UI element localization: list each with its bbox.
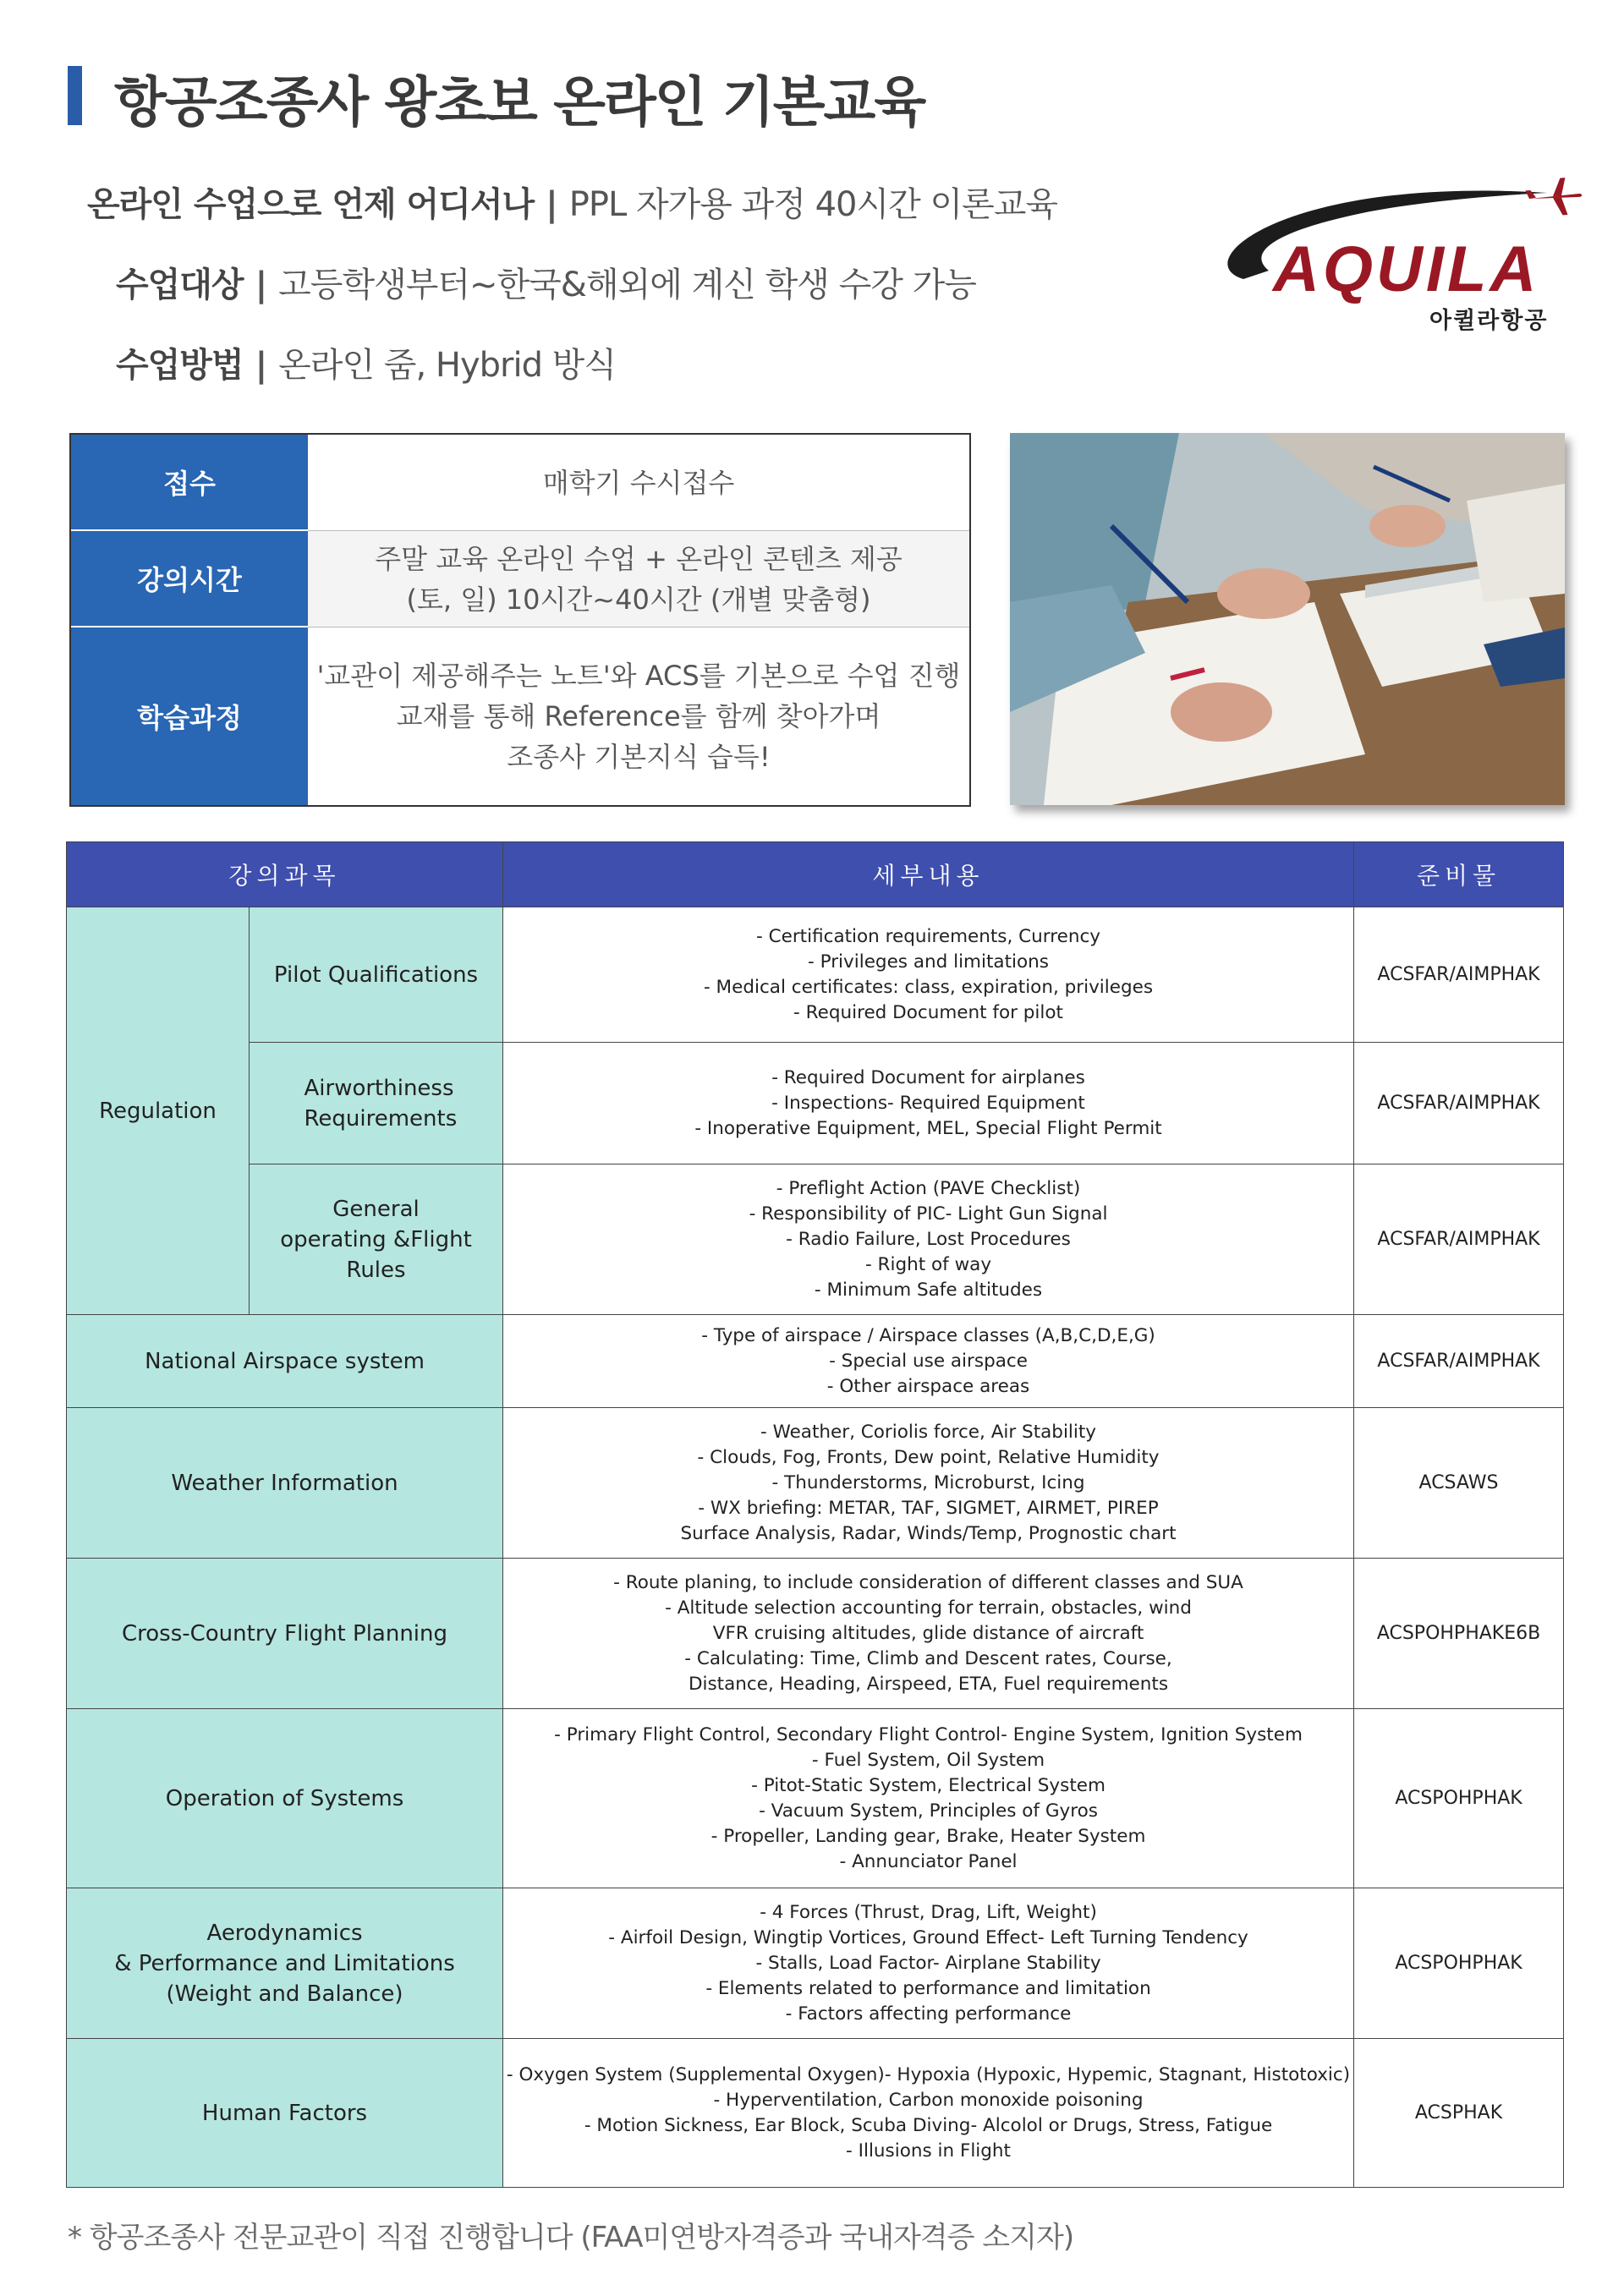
detail-line: - Required Document for pilot bbox=[793, 1001, 1063, 1023]
subject-details bbox=[503, 1164, 1354, 1315]
detail-line: - Elements related to performance and limitation bbox=[705, 1977, 1151, 1999]
table-row bbox=[67, 1709, 1564, 1888]
subject-details bbox=[503, 2039, 1354, 2188]
info-table bbox=[69, 433, 971, 807]
detail-line: - Other airspace areas bbox=[826, 1375, 1030, 1397]
detail-line: - Primary Flight Control, Secondary Flight Control- Engine System, Ignition System bbox=[554, 1723, 1303, 1745]
detail-line: - Special use airspace bbox=[829, 1350, 1028, 1372]
detail-line: - Illusions in Flight bbox=[846, 2140, 1011, 2162]
course-table-header bbox=[67, 842, 1564, 907]
detail-line: - Propeller, Landing gear, Brake, Heater System bbox=[710, 1825, 1146, 1847]
detail-line: - Type of airspace / Airspace classes (A,B,C,D,E,G) bbox=[701, 1324, 1155, 1346]
separator: | bbox=[546, 185, 557, 224]
info-line-method bbox=[116, 338, 616, 386]
category-regulation: Regulation bbox=[67, 907, 250, 1315]
info-row-label: 강의시간 bbox=[71, 531, 308, 627]
detail-line: - Radio Failure, Lost Procedures bbox=[786, 1228, 1071, 1250]
table-row bbox=[67, 1888, 1564, 2039]
info-row-value bbox=[308, 627, 969, 805]
detail-line: - Medical certificates: class, expiration, privileges bbox=[703, 976, 1154, 998]
info-value-line: (토, 일) 10시간~40시간 (개별 맞춤형) bbox=[406, 583, 871, 616]
info-line-online bbox=[87, 178, 1057, 226]
detail-line: Surface Analysis, Radar, Winds/Temp, Prognostic chart bbox=[680, 1522, 1177, 1544]
subject-materials: ACSPHAK bbox=[1354, 2039, 1564, 2188]
info-value: PPL 자가용 과정 40시간 이론교육 bbox=[568, 185, 1058, 224]
info-value-line: 조종사 기본지식 습득! bbox=[507, 741, 771, 773]
course-table bbox=[66, 841, 1564, 2188]
detail-line: - Minimum Safe altitudes bbox=[814, 1279, 1043, 1301]
detail-line: - Fuel System, Oil System bbox=[811, 1749, 1045, 1771]
subject-details bbox=[503, 1408, 1354, 1559]
subject-materials: ACSPOHPHAKE6B bbox=[1354, 1559, 1564, 1709]
detail-line: - Altitude selection accounting for terrain, obstacles, wind bbox=[665, 1597, 1192, 1619]
detail-line: - Hyperventilation, Carbon monoxide poisoning bbox=[713, 2089, 1144, 2111]
subject-materials: ACSAWS bbox=[1354, 1408, 1564, 1559]
info-value: 온라인 줌, Hybrid 방식 bbox=[278, 346, 616, 385]
header-detail: 세부내용 bbox=[503, 842, 1354, 907]
detail-line: - Vacuum System, Principles of Gyros bbox=[759, 1800, 1098, 1822]
detail-line: VFR cruising altitudes, glide distance of aircraft bbox=[712, 1622, 1144, 1644]
info-row-registration bbox=[71, 435, 969, 531]
subject-materials: ACSPOHPHAK bbox=[1354, 1709, 1564, 1888]
subject-details bbox=[503, 907, 1354, 1043]
table-row bbox=[67, 1164, 1564, 1315]
table-row bbox=[67, 907, 1564, 1043]
subject-name-text: General operating &Flight Rules bbox=[280, 1196, 472, 1283]
subject-materials: ACSFAR/AIMPHAK bbox=[1354, 907, 1564, 1043]
airplane-icon bbox=[1525, 177, 1582, 218]
subject-details bbox=[503, 1315, 1354, 1408]
detail-line: - Route planing, to include consideration of different classes and SUA bbox=[613, 1571, 1243, 1593]
table-row bbox=[67, 1315, 1564, 1408]
subject-materials: ACSFAR/AIMPHAK bbox=[1354, 1315, 1564, 1408]
table-row bbox=[67, 1408, 1564, 1559]
detail-line: - 4 Forces (Thrust, Drag, Lift, Weight) bbox=[760, 1901, 1097, 1923]
table-row bbox=[67, 1559, 1564, 1709]
header-materials: 준비물 bbox=[1354, 842, 1564, 907]
subject-details bbox=[503, 1043, 1354, 1164]
detail-line: Distance, Heading, Airspeed, ETA, Fuel requirements bbox=[688, 1673, 1169, 1695]
separator: | bbox=[255, 346, 267, 385]
detail-line: - Oxygen System (Supplemental Oxygen)- Hypoxia (Hypoxic, Hypemic, Stagnant, Histotoxic) bbox=[506, 2063, 1351, 2085]
detail-line: - Calculating: Time, Climb and Descent rates, Course, bbox=[684, 1647, 1172, 1669]
subject-details bbox=[503, 1559, 1354, 1709]
detail-line: - Preflight Action (PAVE Checklist) bbox=[776, 1177, 1081, 1199]
detail-line: - Annunciator Panel bbox=[839, 1850, 1018, 1872]
detail-line: - Privileges and limitations bbox=[808, 951, 1049, 973]
detail-line: - Certification requirements, Currency bbox=[756, 925, 1101, 947]
info-label: 수업대상 bbox=[116, 266, 244, 304]
subject-materials: ACSPOHPHAK bbox=[1354, 1888, 1564, 2039]
subject-name: Weather Information bbox=[67, 1408, 503, 1559]
separator: | bbox=[255, 266, 267, 304]
subject-name: Human Factors bbox=[67, 2039, 503, 2188]
info-row-lecture-time bbox=[71, 531, 969, 627]
info-row-value bbox=[308, 435, 969, 531]
detail-line: - Stalls, Load Factor- Airplane Stability bbox=[755, 1952, 1101, 1974]
footnote: * 항공조종사 전문교관이 직접 진행합니다 (FAA미연방자격증과 국내자격증 소지자) bbox=[68, 2221, 1074, 2255]
subject-materials: ACSFAR/AIMPHAK bbox=[1354, 1043, 1564, 1164]
detail-line: - Airfoil Design, Wingtip Vortices, Ground Effect- Left Turning Tendency bbox=[608, 1926, 1248, 1948]
detail-line: - Responsibility of PIC- Light Gun Signal bbox=[749, 1203, 1108, 1225]
title-accent-bar bbox=[68, 66, 82, 125]
logo-wordmark: AQUILA bbox=[1273, 233, 1540, 305]
subject-materials: ACSFAR/AIMPHAK bbox=[1354, 1164, 1564, 1315]
info-value-line: '교관이 제공해주는 노트'와 ACS를 기본으로 수업 진행 bbox=[316, 660, 961, 692]
info-row-label: 학습과정 bbox=[71, 627, 308, 805]
detail-line: - Pitot-Static System, Electrical System bbox=[751, 1774, 1106, 1796]
subject-name-text: Airworthiness Requirements bbox=[304, 1075, 458, 1132]
subject-name: Aerodynamics & Performance and Limitations (Weight and Balance) bbox=[67, 1888, 503, 2039]
table-row bbox=[67, 1043, 1564, 1164]
subject-name: Pilot Qualifications bbox=[250, 907, 503, 1043]
page-title: 항공조종사 왕초보 온라인 기본교육 bbox=[114, 72, 925, 134]
detail-line: - Inspections- Required Equipment bbox=[771, 1092, 1085, 1114]
table-row bbox=[67, 2039, 1564, 2188]
info-value: 고등학생부터~한국&해외에 계신 학생 수강 가능 bbox=[278, 266, 976, 304]
header-subject: 강의과목 bbox=[67, 842, 503, 907]
detail-line: - Clouds, Fog, Fronts, Dew point, Relative Humidity bbox=[697, 1446, 1160, 1468]
subject-name bbox=[250, 1164, 503, 1315]
photo-illustration bbox=[1010, 433, 1565, 805]
info-line-target bbox=[116, 258, 976, 306]
info-row-curriculum bbox=[71, 627, 969, 805]
info-row-value bbox=[308, 531, 969, 627]
detail-line: - Weather, Coriolis force, Air Stability bbox=[760, 1421, 1097, 1443]
aquila-logo bbox=[1193, 165, 1582, 342]
info-row-label: 접수 bbox=[71, 435, 308, 531]
info-value-line: 주말 교육 온라인 수업 + 온라인 콘텐츠 제공 bbox=[375, 542, 903, 575]
subject-name: Cross-Country Flight Planning bbox=[67, 1559, 503, 1709]
detail-line: - Motion Sickness, Ear Block, Scuba Diving- Alcolol or Drugs, Stress, Fatigue bbox=[584, 2114, 1273, 2136]
info-label: 수업방법 bbox=[116, 346, 244, 385]
detail-line: - Right of way bbox=[864, 1253, 992, 1275]
info-value-line: 교재를 통해 Reference를 함께 찾아가며 bbox=[396, 700, 881, 732]
subject-name: National Airspace system bbox=[67, 1315, 503, 1408]
subject-details bbox=[503, 1709, 1354, 1888]
detail-line: - Required Document for airplanes bbox=[771, 1066, 1085, 1088]
students-studying-photo bbox=[1010, 433, 1565, 805]
subject-name: Operation of Systems bbox=[67, 1709, 503, 1888]
subject-details bbox=[503, 1888, 1354, 2039]
detail-line: - Factors affecting performance bbox=[785, 2003, 1072, 2025]
logo-subtitle: 아퀼라항공 bbox=[1429, 308, 1549, 334]
subject-name bbox=[250, 1043, 503, 1164]
detail-line: - Inoperative Equipment, MEL, Special Flight Permit bbox=[694, 1117, 1162, 1139]
info-label: 온라인 수업으로 언제 어디서나 bbox=[87, 185, 535, 224]
detail-line: - WX briefing: METAR, TAF, SIGMET, AIRMET, PIREP bbox=[698, 1497, 1159, 1519]
detail-line: - Thunderstorms, Microburst, Icing bbox=[771, 1471, 1085, 1493]
info-value-line: 매학기 수시접수 bbox=[542, 466, 735, 499]
